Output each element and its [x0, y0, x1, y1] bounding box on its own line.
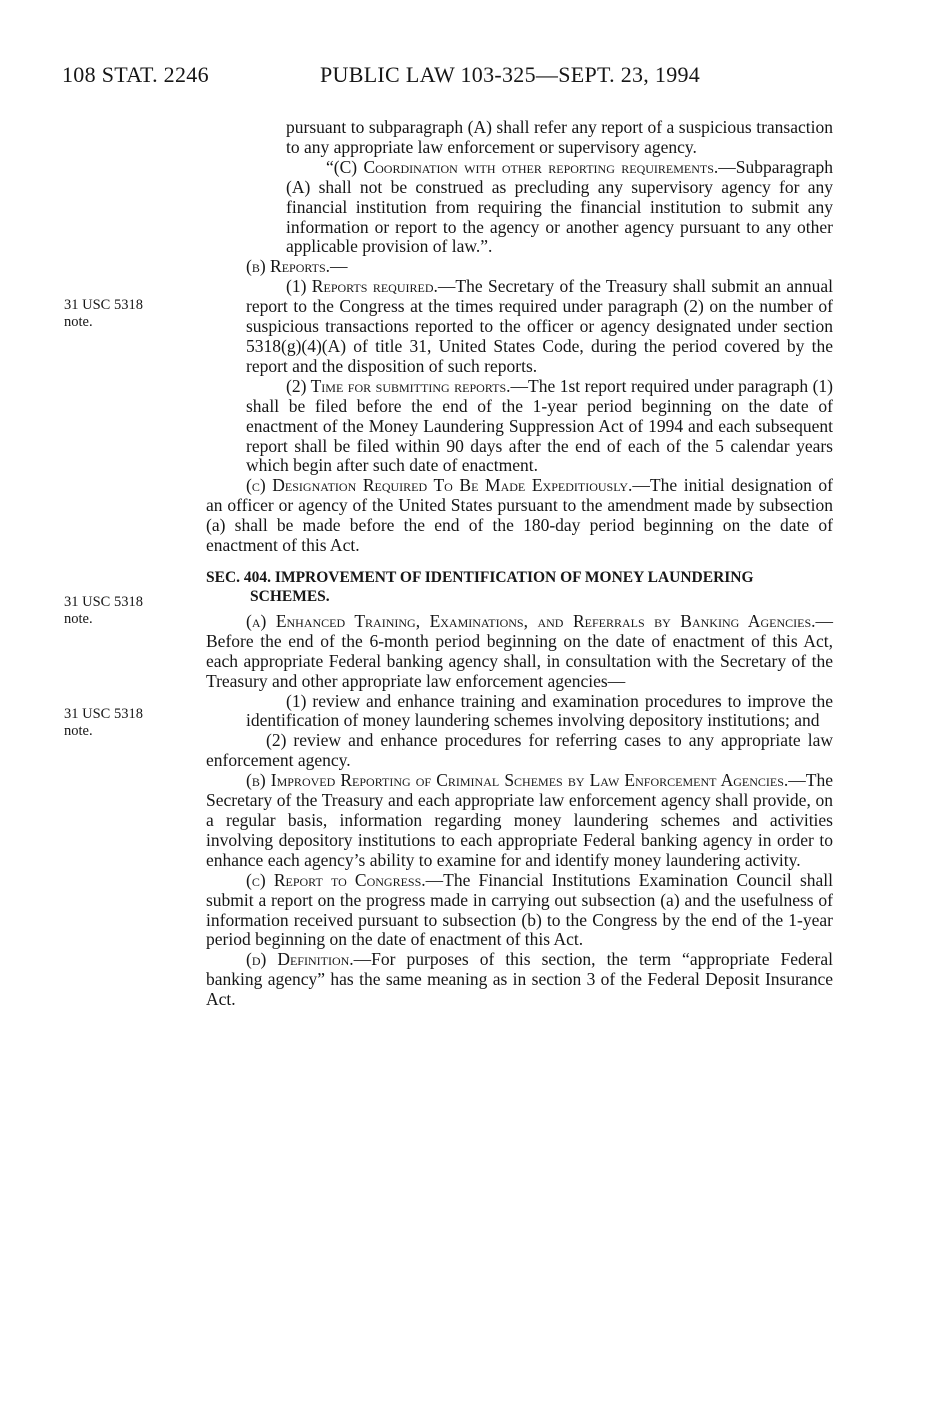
page-header-law: PUBLIC LAW 103-325—SEPT. 23, 1994: [320, 62, 701, 87]
paragraph: pursuant to subparagraph (A) shall refer any report of a suspicious transaction to any appropriate law enforcement or supervisory agency.: [286, 117, 833, 157]
margin-note-label: note.: [64, 611, 93, 627]
paragraph: [206, 871, 833, 951]
margin-note-label: note.: [64, 723, 93, 739]
paragraph-heading: (1) Reports required.: [286, 276, 438, 297]
margin-note-citation: 31 USC 5318: [64, 706, 143, 722]
paragraph-heading: (b) Improved Reporting of Criminal Schemes by Law Enforcement Agencies.: [246, 770, 789, 791]
paragraph: [206, 377, 833, 477]
margin-note-citation: 31 USC 5318: [64, 297, 143, 313]
paragraph-heading: “(C) Coordination with other reporting requirements.: [326, 156, 719, 177]
paragraph-text: —The Secretary of the Treasury shall submit an annual report to the Congress at the times required under paragraph (2) on the number of suspicious transactions reported to the officer or agency designated under section 5318(g)(4)(A) of title 31, United States Code, during the period covered by the report and the disposition of such reports.: [246, 276, 833, 376]
paragraph-heading: (a) Enhanced Training, Examinations, and Referrals by Banking Agencies.: [246, 610, 816, 631]
paragraph: [206, 950, 833, 1010]
paragraph-text: —The 1st report required under paragraph (1) shall be filed before the end of the 1-year period beginning on the date of enactment of the Money Laundering Suppression Act of 1994 and each subsequent report shall be filed within 90 days after the end of each of the 5 calendar years which begin after such date of enactment.: [246, 375, 833, 476]
paragraph-heading: (c) Report to Congress.: [246, 869, 426, 890]
paragraph: [206, 257, 833, 277]
paragraph-heading: (2) Time for submitting reports.: [286, 375, 511, 396]
margin-note: [64, 297, 194, 331]
paragraph-text: —: [330, 256, 348, 277]
paragraph: [206, 771, 833, 871]
paragraph-text: —The Secretary of the Treasury and each appropriate law enforcement agency shall provide, on a regular basis, information regarding money laundering schemes and activities involving depository institutions to each appropriate Federal banking agency in order to enhance each agency’s ability to examine for and identify money laundering activity.: [206, 770, 833, 870]
paragraph: (2) review and enhance procedures for referring cases to any appropriate law enforcement agency.: [206, 730, 833, 771]
margin-note-citation: 31 USC 5318: [64, 594, 143, 610]
paragraph-text: —Before the end of the 6-month period beginning on the date of enactment of this Act, each appropriate Federal banking agency shall, in consultation with the Secretary of the Treasury and other appropriate law enforcement agencies—: [206, 610, 833, 691]
paragraph-heading: (d) Definition.: [246, 949, 354, 970]
paragraph: (1) review and enhance training and examination procedures to improve the identification of money laundering schemes involving depository institutions; and: [246, 690, 833, 731]
paragraph: [206, 612, 833, 692]
paragraph: [206, 277, 833, 377]
paragraph: [206, 476, 833, 556]
paragraph: [206, 158, 833, 258]
paragraph-text: —The initial designation of an officer or agency of the United States pursuant to the amendment made by subsection (a) shall be made before the end of the 180-day period beginning on the date of enactment of this Act.: [206, 475, 834, 556]
document-body: [206, 118, 833, 1010]
paragraph-text: —Subparagraph (A) shall not be construed as precluding any supervisory agency for any financial institution from requiring the financial institution to submit any information or report to the agency or another agency pursuant to any other applicable provision of law.”.: [286, 156, 833, 257]
paragraph-text: —The Financial Institutions Examination Council shall submit a report on the progress made in carrying out subsection (a) and the usefulness of information received pursuant to subsection (b) to the Congress by the end of the 1-year period beginning on the date of enactment of this Act.: [206, 869, 833, 950]
margin-note-label: note.: [64, 314, 93, 330]
section-label: SEC. 404.: [206, 568, 272, 586]
section-title: IMPROVEMENT OF IDENTIFICATION OF MONEY LAUNDERING SCHEMES.: [250, 568, 754, 605]
section-heading: [206, 568, 833, 606]
paragraph-heading: (b) Reports.: [246, 256, 331, 277]
margin-note: [64, 706, 194, 740]
paragraph-heading: (c) Designation Required To Be Made Expeditiously.: [246, 475, 633, 496]
margin-note: [64, 594, 194, 628]
paragraph-text: —For purposes of this section, the term “appropriate Federal banking agency” has the same meaning as in section 3 of the Federal Deposit Insurance Act.: [206, 949, 833, 1010]
page-header-stat: 108 STAT. 2246: [62, 62, 209, 87]
